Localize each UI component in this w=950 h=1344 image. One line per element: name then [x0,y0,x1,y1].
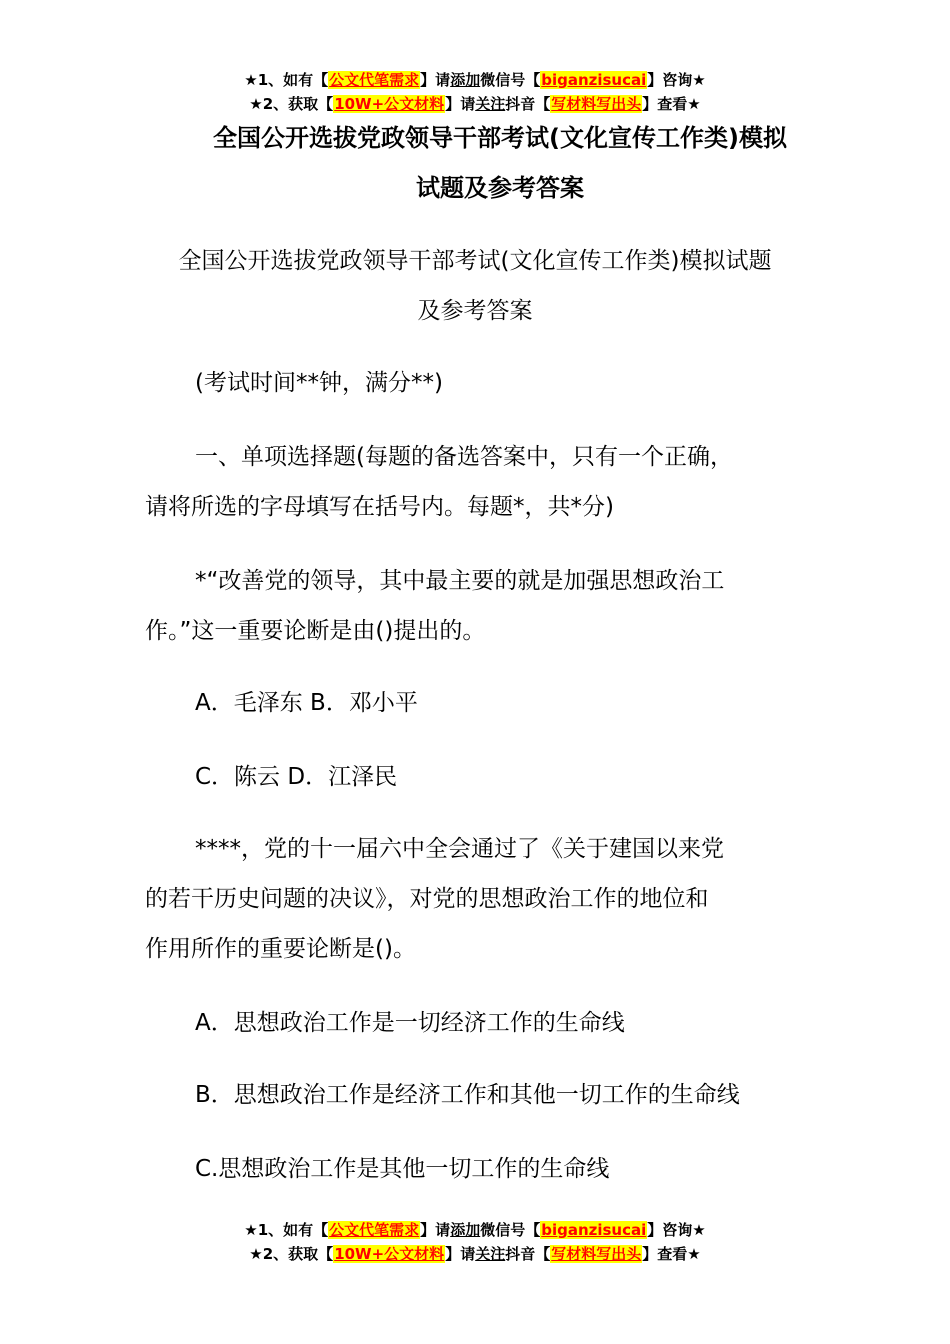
banner-highlight: 10W+公文材料 [334,95,445,113]
question-2-line-3: 作用所作的重要论断是()。 [145,936,416,962]
banner-highlight: 写材料写出头 [551,1245,642,1263]
subtitle-line-2: 及参考答案 [417,298,533,324]
banner-text: ★2、获取【 [249,95,334,113]
banner-highlight: biganzisucai [541,1221,647,1239]
banner-text: ★1、如有【 [244,1221,329,1239]
question-2-line-1: ****，党的十一届六中全会通过了《关于建国以来党 [195,836,724,862]
exam-info: (考试时间**钟，满分**) [195,370,443,396]
banner-text: 】查看★ [642,1245,701,1263]
banner-text: ★1、如有【 [244,71,329,89]
banner-text: 】请 [445,1245,476,1263]
top-banner [0,68,950,116]
banner-highlight: 公文代笔需求 [329,1221,420,1239]
banner-underlined: 关注 [475,95,506,113]
question-1-options-cd: C．陈云 D．江泽民 [195,764,398,790]
banner-underlined: 添加 [450,71,481,89]
document-title-line-1: 全国公开选拔党政领导干部考试(文化宣传工作类)模拟 [213,124,787,152]
question-2-option-b: B．思想政治工作是经济工作和其他一切工作的生命线 [195,1082,740,1108]
bottom-banner [0,1218,950,1266]
banner-text: 抖音【 [505,95,551,113]
banner-underlined: 关注 [475,1245,506,1263]
banner-highlight: biganzisucai [541,71,647,89]
section-heading-line-1: 一、单项选择题(每题的备选答案中，只有一个正确， [195,444,733,470]
banner-highlight: 公文代笔需求 [329,71,420,89]
banner-text: 】请 [445,95,476,113]
banner-text: 抖音【 [505,1245,551,1263]
question-1-options-ab: A．毛泽东 B．邓小平 [195,690,418,716]
banner-line-1 [0,68,950,92]
banner-text: ★2、获取【 [249,1245,334,1263]
question-2-option-a: A．思想政治工作是一切经济工作的生命线 [195,1010,625,1036]
question-1-line-2: 作。”这一重要论断是由()提出的。 [145,618,486,644]
banner-highlight: 写材料写出头 [551,95,642,113]
banner-text: 】咨询★ [647,1221,706,1239]
section-heading-line-2: 请将所选的字母填写在括号内。每题*，共*分) [145,494,614,520]
banner-text: 微信号【 [480,71,541,89]
banner-text: 】请 [420,71,451,89]
banner-highlight: 10W+公文材料 [334,1245,445,1263]
banner-line-2 [0,1242,950,1266]
banner-text: 】咨询★ [647,71,706,89]
question-2-line-2: 的若干历史问题的决议》，对党的思想政治工作的地位和 [145,886,709,912]
banner-text: 微信号【 [480,1221,541,1239]
banner-text: 】请 [420,1221,451,1239]
question-2-option-c: C.思想政治工作是其他一切工作的生命线 [195,1156,610,1182]
banner-underlined: 添加 [450,1221,481,1239]
document-title-line-2: 试题及参考答案 [416,174,584,202]
banner-text: 】查看★ [642,95,701,113]
question-1-line-1: *“改善党的领导，其中最主要的就是加强思想政治工 [195,568,725,594]
subtitle-line-1: 全国公开选拔党政领导干部考试(文化宣传工作类)模拟试题 [178,248,772,274]
banner-line-1 [0,1218,950,1242]
